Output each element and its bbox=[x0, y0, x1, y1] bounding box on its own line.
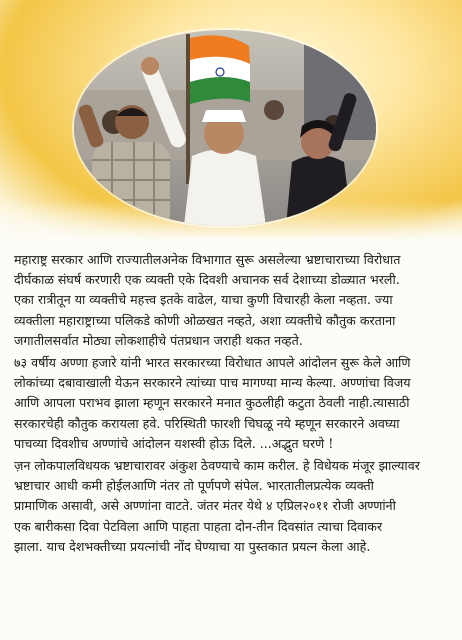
text-line: लोकांच्या दबावाखाली येऊन सरकारने त्यांच्या पाच मागण्या मान्य केल्या. अण्णांचा विजय bbox=[14, 375, 411, 391]
text-line: प्रामाणिक असावी, असे अण्णांना वाटते. जंतर मंतर येथे ४ एप्रिल२०११ रोजी अण्णांनी bbox=[14, 498, 396, 514]
text-line: ७३ वर्षीय अण्णा हजारे यांनी भारत सरकारच्या विरोधात आपले आंदोलन सुरू केले आणि bbox=[14, 355, 411, 371]
text-line: दीर्घकाळ संघर्ष करणारी एक व्यक्ती एके दिवशी अचानक सर्व देशाच्या डोळ्यात भरली. bbox=[14, 272, 400, 288]
paragraph bbox=[14, 353, 454, 454]
text-line: सरकारचेही कौतुक करायला हवे. परिस्थिती फारशी चिघळू नये म्हणून सरकारने अवघ्या bbox=[14, 415, 400, 431]
text-line: पाचव्या दिवशीच अण्णांचे आंदोलन यशस्वी होऊ दिले. ...अद्भुत घरणे ! bbox=[14, 435, 334, 451]
text-line: आणि आपला पराभव झाला म्हणून सरकारने मनात कुठलीही कटुता ठेवली नाही.त्यासाठी bbox=[14, 395, 410, 411]
text-line: एका रात्रीतून या व्यक्तीचे महत्त्व इतके वाढेल, याचा कुणी विचारही केला नव्हता. ज्या bbox=[14, 292, 393, 308]
text-line: जगातीलसर्वात मोठ्या लोकशाहीचे पंतप्रधान जराही थकत नव्हते. bbox=[14, 332, 303, 348]
text-line: एक बारीकसा दिवा पेटविला आणि पाहता पाहता दोन-तीन दिवसांत त्याचा दिवाकर bbox=[14, 518, 383, 534]
paragraph bbox=[14, 456, 454, 557]
text-line: महाराष्ट्र सरकार आणि राज्यातीलअनेक विभागात सुरू असलेल्या भ्रष्टाचाराच्या विरोधात bbox=[14, 252, 401, 267]
protest-photo bbox=[74, 30, 376, 226]
article-body bbox=[14, 250, 454, 557]
text-line: ज़न लोकपालविधयक भ्रष्टाचारावर अंकुश ठेवण्याचे काम करील. हे विधेयक मंजूर झाल्यावर bbox=[14, 458, 420, 474]
paragraph bbox=[14, 250, 454, 351]
text-line: झाला. याच देशभक्तीच्या प्रयत्नांची नोंद घेण्याचा या पुस्तकात प्रयत्न केला आहे. bbox=[14, 538, 371, 554]
text-line: भ्रष्टाचार आधी कमी होईलआणि नंतर तो पूर्णपणे संपेल. भारतातीलप्रत्येक व्यक्ती bbox=[14, 478, 374, 494]
text-line: व्यक्तीला महाराष्ट्राच्या पलिकडे कोणी ओळखत नव्हते, अशा व्यक्तीचे कौतुक करताना bbox=[14, 312, 396, 328]
photo-illustration bbox=[74, 30, 376, 226]
